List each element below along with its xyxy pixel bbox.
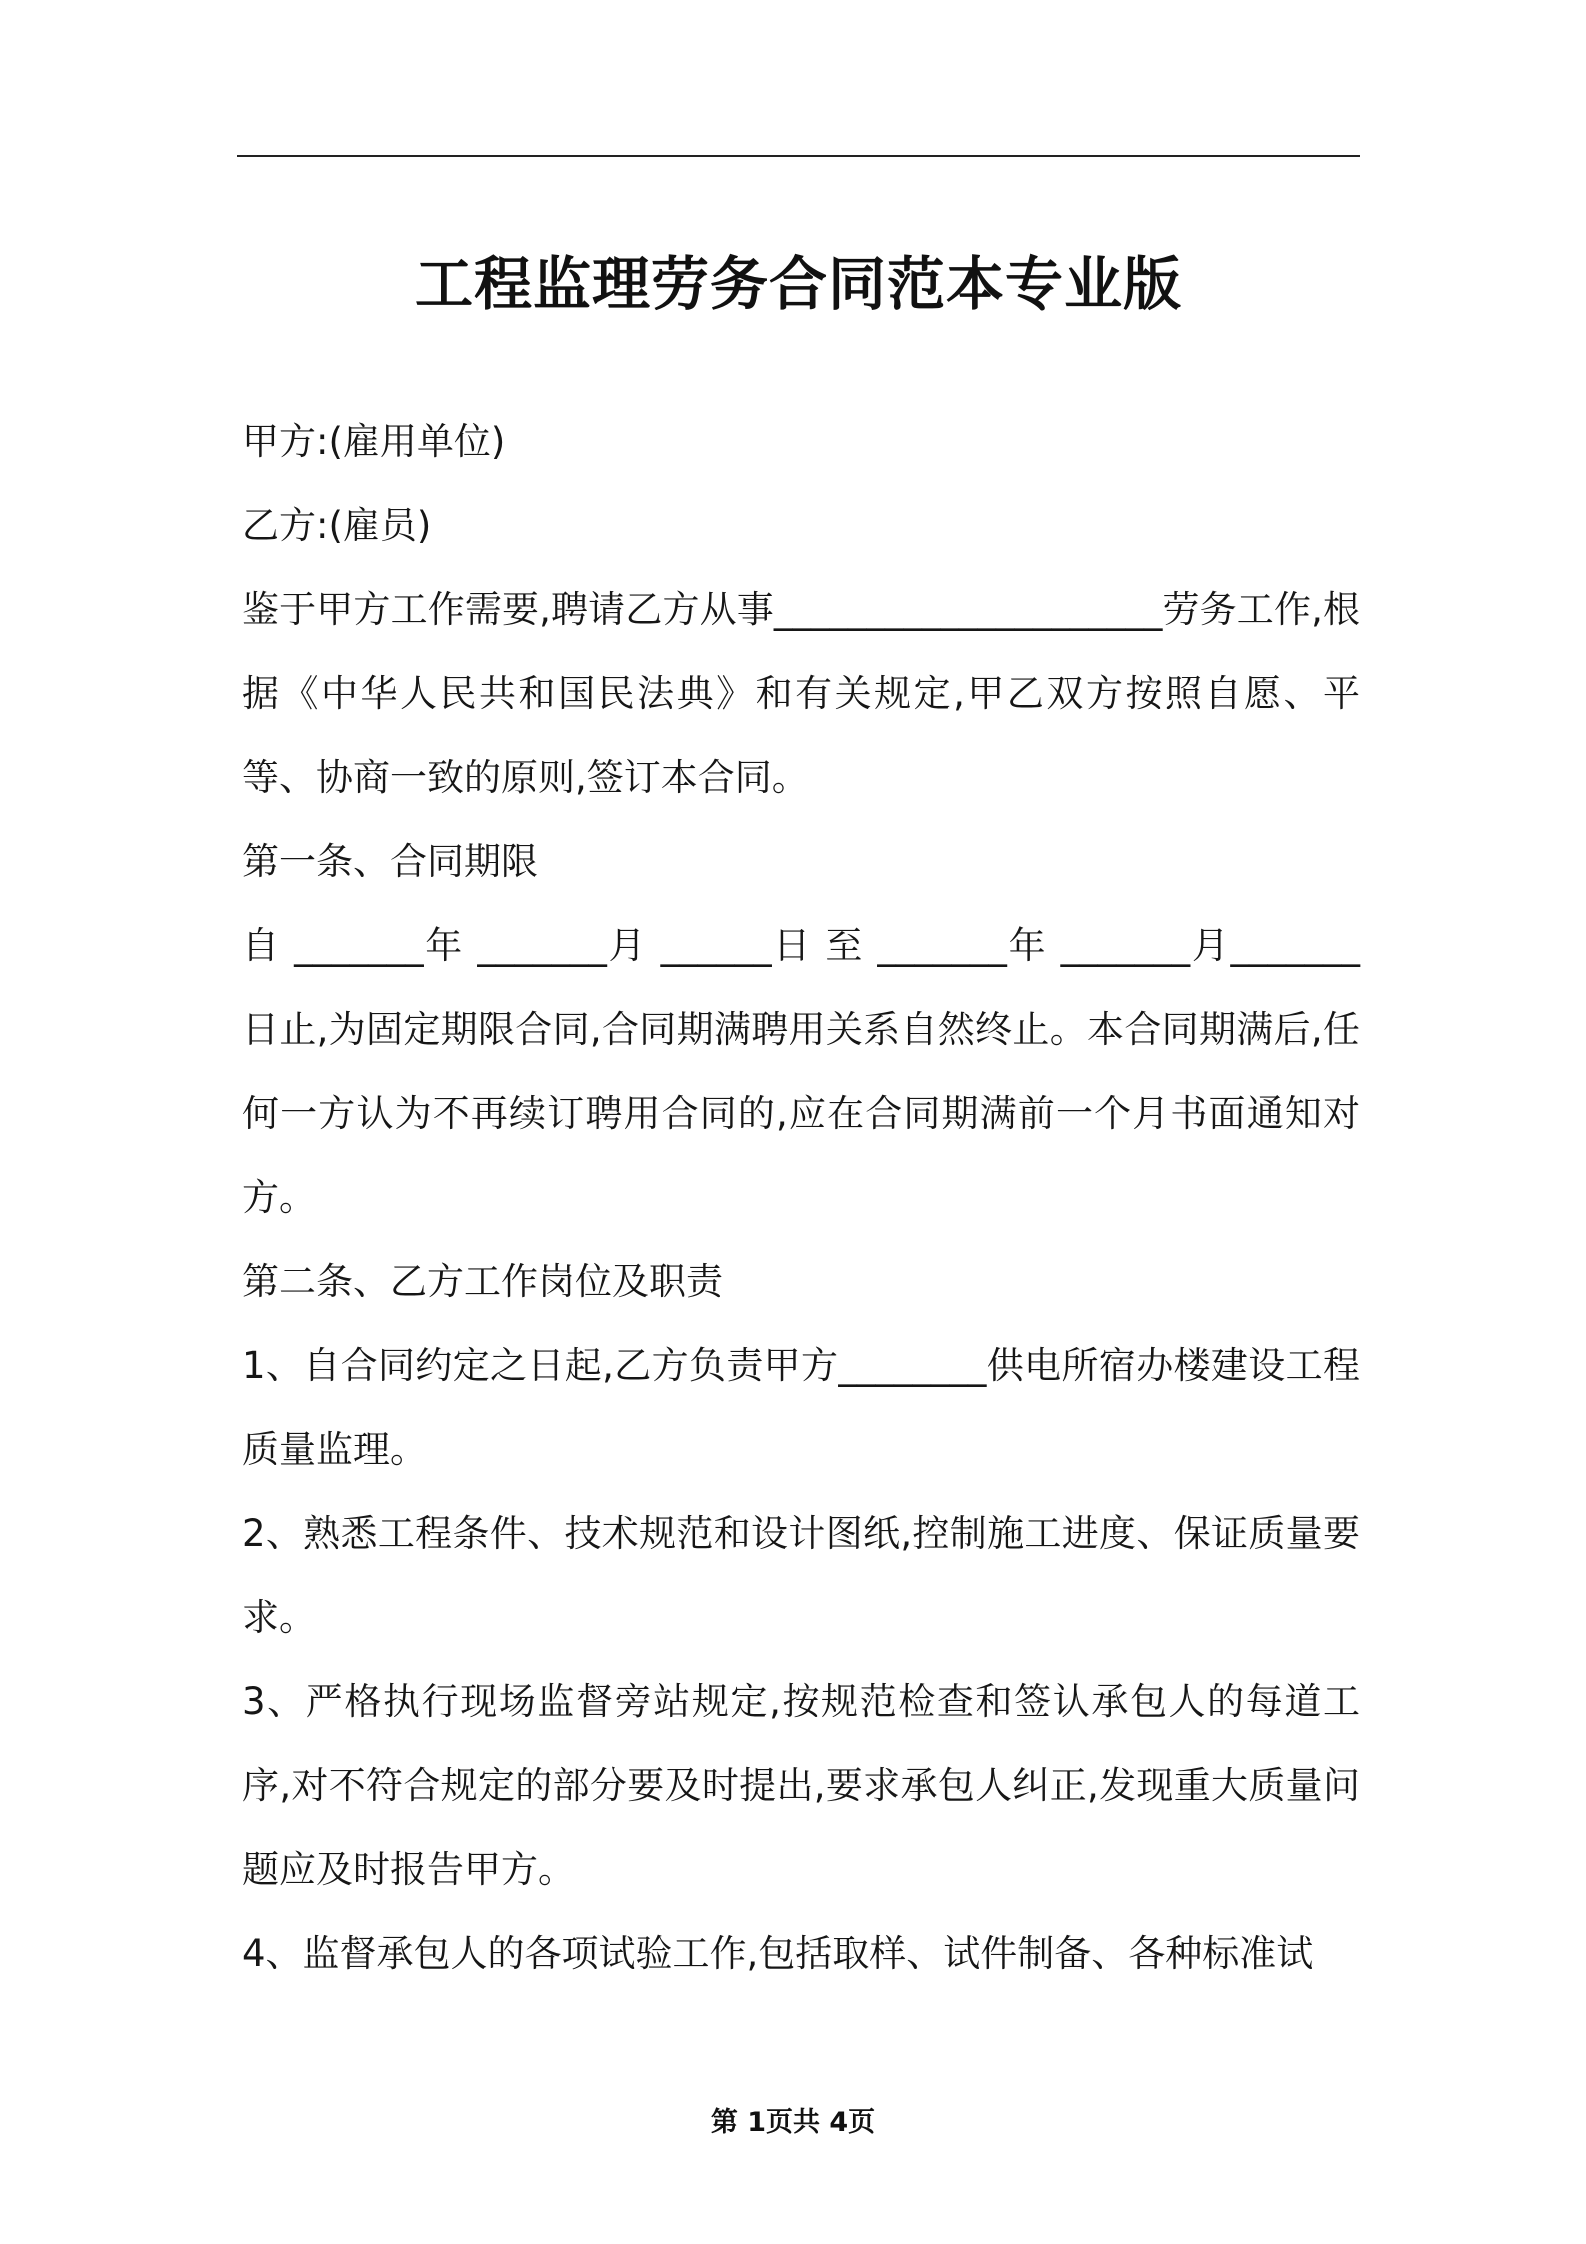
article-1-heading: 第一条、合同期限 xyxy=(242,840,538,883)
duty-item-1: 1、自合同约定之日起,乙方负责甲方________供电所宿办楼建设工程质量监理。 xyxy=(242,1344,1360,1471)
preamble-paragraph: 鉴于甲方工作需要,聘请乙方从事_____________________劳务工作,根据《中华人民共和国民法典》和有关规定,甲乙双方按照自愿、平等、协商一致的原则,签订本合同。 xyxy=(242,588,1360,799)
party-b-line: 乙方:(雇员) xyxy=(242,504,432,547)
party-a-line: 甲方:(雇用单位) xyxy=(242,420,506,463)
article-2-heading: 第二条、乙方工作岗位及职责 xyxy=(242,1260,723,1303)
page-number-footer: 第 1页共 4页 xyxy=(710,2107,876,2138)
document-body xyxy=(242,400,1360,1996)
document-title: 工程监理劳务合同范本专业版 xyxy=(414,249,1182,318)
duty-item-2: 2、熟悉工程条件、技术规范和设计图纸,控制施工进度、保证质量要求。 xyxy=(242,1512,1360,1639)
header-rule xyxy=(237,155,1360,157)
duty-item-3: 3、严格执行现场监督旁站规定,按规范检查和签认承包人的每道工序,对不符合规定的部分要及时提出,要求承包人纠正,发现重大质量问题应及时报告甲方。 xyxy=(242,1680,1360,1891)
duty-item-4: 4、监督承包人的各项试验工作,包括取样、试件制备、各种标准试 xyxy=(242,1932,1314,1975)
article-1-term-paragraph: 自 _______年 _______月 ______日 至 _______年 _______月_______日止,为固定期限合同,合同期满聘用关系自然终止。本合同期满后,任何一方认为不再续订聘用合同的,应在合同期满前一个月书面通知对方。 xyxy=(242,924,1360,1219)
